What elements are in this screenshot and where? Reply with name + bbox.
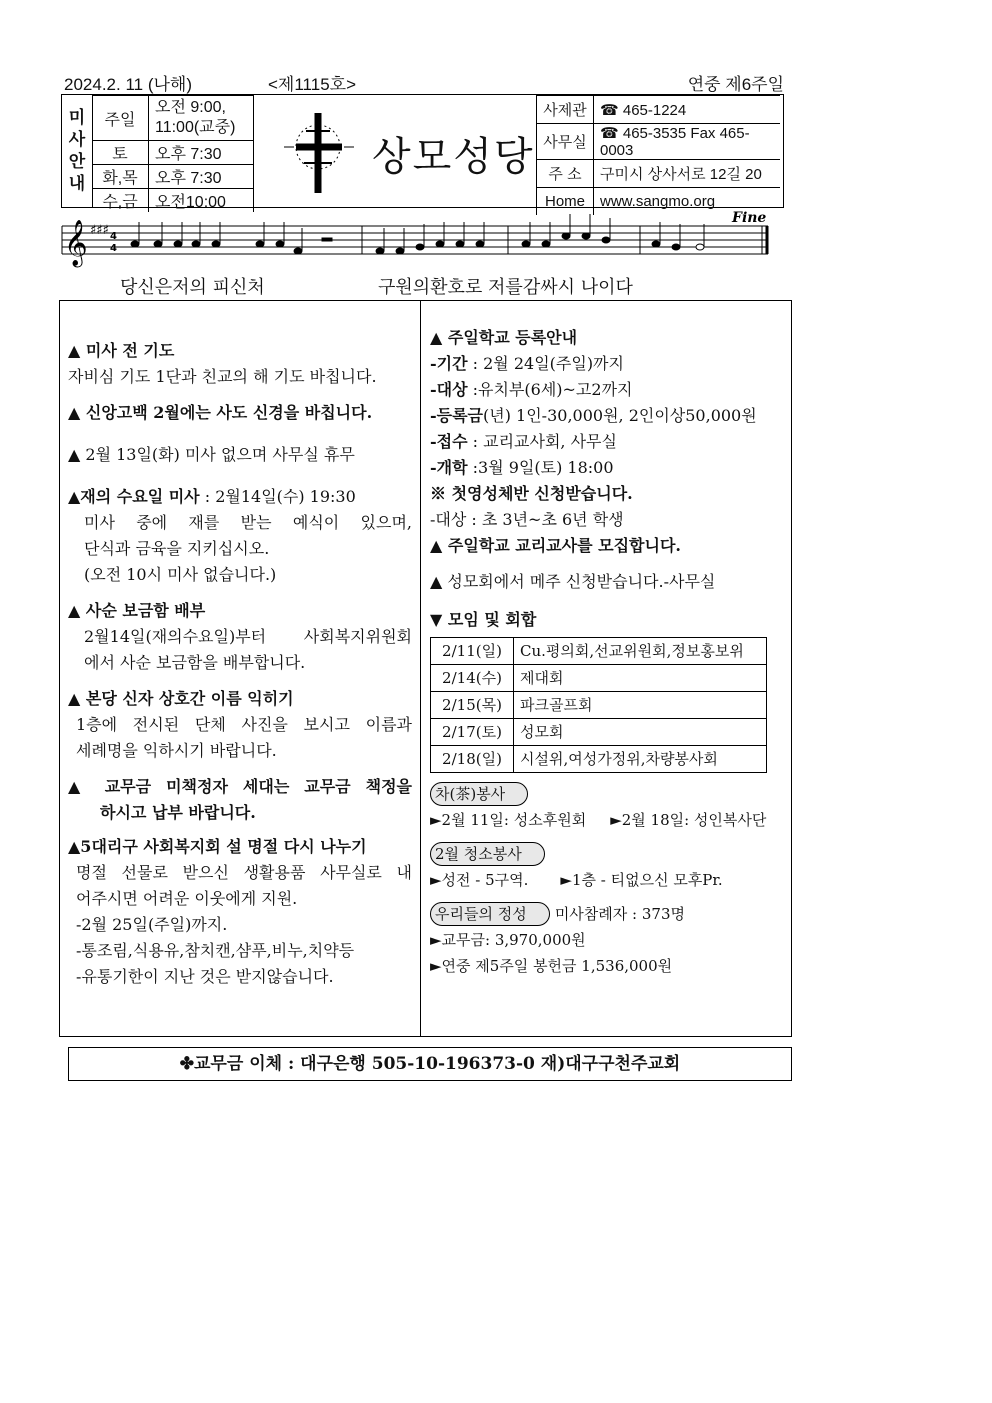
schedule-day: 수,금: [92, 189, 149, 213]
schedule-day: 토: [92, 141, 149, 165]
offering: [430, 901, 782, 927]
label-char: 내: [68, 174, 86, 193]
ash-time: : 2월14일(수) 19:30: [199, 487, 356, 506]
offer-line: ►교무금: 3,970,000원: [430, 931, 586, 949]
contact-row: [537, 96, 781, 124]
meetings-table: [430, 637, 767, 773]
svg-text:4: 4: [110, 243, 117, 254]
schedule-row: [92, 165, 254, 189]
school-item-value: : 2월 24일(주일)까지: [467, 354, 624, 373]
top-line: [60, 70, 784, 92]
contact-value: www.sangmo.org: [594, 188, 781, 216]
schedule-time: 오후 7:30: [149, 141, 254, 165]
church-name: 상모성당: [372, 134, 535, 180]
lyrics-part1: 당신은저의 피신처: [120, 277, 265, 298]
tea-lines: [430, 807, 782, 833]
rosary-notice: ▲ 성모회에서 메주 신청받습니다.-사무실: [430, 572, 716, 591]
creed-text: ▲ 신앙고백 2월에는 사도 신경을 바칩니다.: [68, 403, 373, 422]
school-item-key: -기간: [430, 354, 468, 373]
lent-box-line: 에서 사순 보금함을 배부합니다.: [84, 653, 306, 672]
school-item: [430, 377, 782, 403]
pray-title: ▲ 미사 전 기도: [68, 341, 175, 360]
school-item-key: -대상: [430, 380, 468, 399]
meeting-row: [431, 719, 767, 746]
school-item-value: :3월 9일(토) 18:00: [467, 458, 614, 477]
meeting-date: 2/17(토): [431, 719, 514, 746]
lyrics-part2: 구원의환호로 저를감싸시 나이다: [378, 277, 633, 298]
school-item-value: : 교리교사회, 사무실: [467, 432, 617, 451]
school-item-key: -접수: [430, 432, 468, 451]
names-line: 1층에 전시된 단체 사진을 보시고 이름과: [76, 715, 412, 734]
clean-service: [430, 841, 782, 867]
issue-number: <제1115호>: [268, 75, 356, 94]
closed-notice: ▲ 2월 13일(화) 미사 없으며 사무실 휴무: [68, 445, 355, 464]
contact-table: [536, 95, 780, 215]
music-notation: [60, 208, 772, 268]
bulletin-date: 2024.2. 11 (나해): [64, 75, 192, 94]
school-title: ▲ 주일학교 등록안내: [430, 328, 578, 347]
label-char: 미: [68, 108, 86, 127]
svg-text:♯♯♯: ♯♯♯: [90, 223, 109, 238]
meeting-date: 2/14(수): [431, 665, 514, 692]
mass-schedule: [92, 95, 254, 212]
names-title: ▲ 본당 신자 상호간 이름 익히기: [68, 689, 294, 708]
first-communion-target: -대상 : 초 3년~초 6년 학생: [430, 510, 624, 529]
label-char: 안: [68, 152, 86, 171]
creed-notice: [68, 400, 412, 426]
tea-line: ►2월 18일: 성인복사단: [610, 811, 767, 829]
lent-box-line: 2월14일(재의수요일)부터 사회복지위원회: [84, 627, 412, 646]
school-item-key: -등록금: [430, 406, 484, 425]
meeting-event: 제대회: [514, 665, 767, 692]
dues-title: ▲ 교무금 미책정자 세대는 교무금 책정을: [68, 777, 412, 796]
share-line: -2월 25일(주일)까지.: [76, 915, 228, 934]
time-line: 오전 9:00,: [155, 99, 226, 116]
ash-line: 단식과 금육을 지키십시오.: [84, 539, 270, 558]
meet-title: ▼ 모임 및 회합: [430, 610, 537, 629]
contact-row: [537, 160, 781, 188]
lent-box-title: ▲ 사순 보금함 배부: [68, 601, 206, 620]
names-line: 세례명을 익하시기 바랍니다.: [76, 741, 277, 760]
svg-text:4: 4: [110, 231, 117, 242]
teachers-notice: ▲ 주일학교 교리교사를 모집합니다.: [430, 536, 681, 555]
header-box: [61, 94, 784, 211]
contact-value: 구미시 상사서로 12길 20: [594, 160, 781, 188]
meeting-date: 2/11(일): [431, 638, 514, 665]
share-line: -유통기한이 지난 것은 받지않습니다.: [76, 967, 334, 986]
school-item-key: -개학: [430, 458, 468, 477]
meeting-row: [431, 746, 767, 773]
share-line: 명절 선물로 받으신 생활용품 사무실로 내: [76, 863, 412, 882]
share-title: ▲5대리구 사회복지회 설 명절 다시 나누기: [68, 837, 367, 856]
contact-value: ☎ 465-1224: [594, 96, 781, 124]
school-item: [430, 455, 782, 481]
meeting-event: 성모회: [514, 719, 767, 746]
tea-label: 차(茶)봉사: [430, 782, 528, 806]
meeting-event: 파크골프회: [514, 692, 767, 719]
bank-transfer-footer: ✤교무금 이체 : 대구은행 505-10-196373-0 재)대구구천주교회: [68, 1047, 792, 1081]
clean-line: ►성전 - 5구역.: [430, 871, 529, 889]
meeting-date: 2/18(일): [431, 746, 514, 773]
ash-line: (오전 10시 미사 없습니다.): [84, 565, 277, 584]
pray-text: 자비심 기도 1단과 친교의 해 기도 바칩니다.: [68, 367, 377, 386]
school-item-value: :유치부(6세)~고2까지: [467, 380, 633, 399]
mass-guide-label: [62, 95, 93, 207]
schedule-time: 오전10:00: [149, 189, 254, 213]
ash-wednesday: [68, 484, 412, 510]
meeting-event: Cu.평의회,선교위원회,정보홍보위: [514, 638, 767, 665]
time-line: 11:00(교중): [155, 119, 236, 136]
ash-title: ▲재의 수요일 미사: [68, 487, 200, 506]
main-content-box: [59, 300, 792, 1037]
column-divider: [420, 301, 421, 1036]
tea-service: [430, 781, 782, 807]
tea-line: ►2월 11일: 성소후원회: [430, 811, 587, 829]
clean-label: 2월 청소봉사: [430, 842, 545, 866]
cross-icon: [282, 103, 362, 203]
label-char: 사: [68, 130, 86, 149]
schedule-time: 오후 7:30: [149, 165, 254, 189]
share-line: 어주시면 어려운 이웃에게 지원.: [76, 889, 298, 908]
meeting-date: 2/15(목): [431, 692, 514, 719]
fine-mark: Fine: [732, 210, 767, 226]
schedule-day: 주일: [92, 96, 149, 141]
contact-key: 사무실: [537, 124, 594, 160]
school-item-value: (년) 1인-30,000원, 2인이상50,000원: [483, 406, 757, 425]
contact-key: Home: [537, 188, 594, 216]
contact-value: ☎ 465-3535 Fax 465-0003: [594, 124, 781, 160]
meeting-row: [431, 692, 767, 719]
svg-text:𝄞: 𝄞: [64, 220, 88, 266]
clean-line: ►1층 - 티없으신 모후Pr.: [560, 871, 723, 889]
contact-key: 주 소: [537, 160, 594, 188]
meeting-row: [431, 665, 767, 692]
right-column: [430, 325, 782, 979]
school-item: [430, 351, 782, 377]
contact-row: [537, 124, 781, 160]
dues-title2: 하시고 납부 바랍니다.: [100, 803, 256, 822]
school-item: [430, 429, 782, 455]
school-item: [430, 403, 782, 429]
contact-key: 사제관: [537, 96, 594, 124]
schedule-time: [149, 96, 254, 141]
offer-line: ►연중 제5주일 봉헌금 1,536,000원: [430, 957, 673, 975]
share-line: -통조림,식용유,참치캔,샴푸,비누,치약등: [76, 941, 355, 960]
schedule-day: 화,목: [92, 165, 149, 189]
offer-label: 우리들의 정성: [430, 902, 550, 926]
attendance: 미사참례자 : 373명: [554, 905, 685, 923]
clean-lines: [430, 867, 782, 893]
meeting-event: 시설위,여성가정위,차량봉사회: [514, 746, 767, 773]
schedule-row: [92, 96, 254, 141]
ash-line: 미사 중에 재를 받는 예식이 있으며,: [84, 513, 412, 532]
meeting-row: [431, 638, 767, 665]
schedule-row: [92, 141, 254, 165]
music-staff: [60, 208, 772, 268]
liturgical-week: 연중 제6주일: [687, 75, 784, 94]
left-column: [68, 338, 412, 990]
first-communion: ※ 첫영성체반 신청받습니다.: [430, 484, 633, 503]
